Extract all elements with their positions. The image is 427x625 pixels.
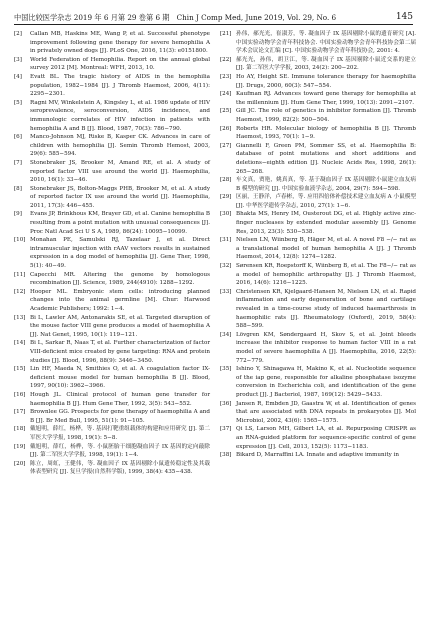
reference-number: [14] — [14, 340, 26, 347]
reference-entry — [14, 339, 210, 365]
reference-entry — [220, 176, 416, 193]
reference-entry — [220, 193, 416, 210]
reference-number: [38] — [220, 452, 232, 459]
reference-entry — [14, 56, 210, 73]
reference-text: 孙伟，郝光光，崔淑芳，等. 凝血因子 IX 基因剔除小鼠的遗育研究 [A]. 中国实验动物学会青年科技协会. 中国实验动物学会青年科技协会第二届学术会议论文汇编 [C]. 中国实验动物学会青年科技协会, 2001: 4. — [236, 31, 416, 55]
reference-text: Evatt BL. The tragic history of AIDS in the hemophilia population, 1982−1984 [J]. J Thromb Haemost, 2006, 4(11): 2295−2301. — [30, 73, 210, 98]
reference-entry — [220, 425, 416, 451]
reference-text: Kaufman RJ. Advances toward gene therapy for hemophilia at the millennium [J]. Hum Gene Ther, 1999, 10(13): 2091−2107. — [236, 91, 416, 106]
reference-number: [12] — [14, 288, 26, 295]
reference-number: [22] — [220, 56, 232, 63]
reference-entry — [14, 314, 210, 340]
reference-text: Gill JC. The role of genetics in inhibitor formation [J]. Thromb Haemost, 1999, 82(2): 500−504. — [236, 108, 416, 123]
reference-text: Hooper ML. Embryonic stem cells: introducing planned changes into the animal germline [M]. Chur: Harwood Academic Publishers; 1992: 1−4. — [30, 288, 210, 312]
reference-entry — [220, 210, 416, 236]
reference-text: Stonebraker JS, Brooker M, Amand RE, et al. A study of reported factor VIII use around the world [J]. Haemophilia, 2010, 16(1): 33−46. — [30, 159, 210, 184]
reference-entry — [14, 99, 210, 133]
reference-entry — [220, 365, 416, 399]
reference-text: 戴旭明，薛红，杨桦，等. 小鼠胚胎干细胞凝血因子 IX 基因的定向敲除 [J]. 第二军医大学学报, 1998, 19(1): 1−4. — [30, 443, 210, 459]
reference-entry — [14, 236, 210, 270]
reference-text: 车文真，贾艳，姚真真，等. 基于凝血因子 IX 基因剔除小鼠建立血友病 B 模型的研究 [J]. 中国实验血液学杂志, 2004, 29(7): 594−598. — [236, 177, 416, 192]
reference-text: Brownlee GG. Prospects for gene therapy of haemophilia A and B [J]. Br Med Bull, 1995, 51(1): 91−105. — [30, 409, 210, 424]
reference-text: Jansen R, Embden JD, Gaastra W, et al. Identification of genes that are associated with DNA repeats in prokaryotes [J]. Mol Microbiol, 2002, 43(6): 1565−1575. — [236, 400, 416, 424]
reference-entry — [14, 288, 210, 314]
reference-number: [30] — [220, 211, 232, 218]
reference-text: Lövgren KM, Søndergaard H, Skov S, et al. Joint bleeds increase the inhibitor response to human factor VIII in a rat model of severe haemophilia A [J]. Haemophilia, 2016, 22(5): 772−779. — [236, 331, 416, 364]
reference-entry — [220, 142, 416, 176]
reference-entry — [220, 451, 416, 460]
reference-number: [6] — [14, 134, 22, 141]
reference-text: Lin HF, Maeda N, Smithies O, et al. A coagulation factor IX-deficient mouse model for human hemophilia B [J]. Blood, 1997, 90(10): 3962−3966. — [30, 366, 210, 390]
journal-citation: 中国比较医学杂志 2019 年 6 月第 29 卷第 6 期 Chin J Comp Med, June 2019, Vol. 29, No. 6 — [14, 13, 337, 22]
reference-number: [11] — [14, 271, 26, 278]
reference-entry — [14, 271, 210, 288]
reference-number: [13] — [14, 314, 26, 321]
reference-entry — [14, 443, 210, 460]
references-right-column — [220, 30, 416, 460]
reference-text: Evans JP, Brinkhous KM, Brayer GD, et al. Canine hemophilia B resulting from a point mutation with unusual consequences [J]. Proc Natl Acad Sci U S A, 1989, 86(24): 10095−10099. — [30, 211, 210, 235]
reference-number: [16] — [14, 391, 26, 398]
reference-number: [8] — [14, 185, 22, 192]
reference-text: 区丽，王静洋，卢春彬，等. 应用四倍体补偿技术建立血友病 A 小鼠模型 [J]. 中华医学遗传学杂志, 2010, 27(1): 1−6. — [236, 194, 416, 209]
reference-number: [32] — [220, 263, 232, 270]
reference-entry — [220, 400, 416, 426]
reference-entry — [220, 288, 416, 331]
reference-text: Bhakta MS, Henry IM, Ousterout DG, et al. Highly active zinc-finger nucleases by extended modular assembly [J]. Genome Res, 2013, 23(3): 530−538. — [236, 211, 416, 235]
reference-entry — [14, 391, 210, 408]
reference-number: [36] — [220, 400, 232, 407]
reference-number: [31] — [220, 237, 232, 244]
reference-entry — [220, 262, 416, 288]
reference-entry — [14, 185, 210, 211]
reference-text: 戴旭明，薛红，杨桦，等. 基因打靶重组载体的构建和应用研究 [J]. 第二军医大学学报, 1998, 19(1): 5−8. — [30, 426, 210, 441]
reference-entry — [220, 90, 416, 107]
reference-number: [18] — [14, 426, 26, 433]
reference-number: [9] — [14, 211, 22, 218]
reference-text: Hough JL. Clinical protocol of human gene transfer for haemophilia B [J]. Hum Gene Ther, 1992, 3(5): 543−552. — [30, 391, 210, 407]
reference-entry — [14, 460, 210, 477]
reference-entry — [14, 425, 210, 442]
reference-number: [4] — [14, 73, 22, 80]
reference-entry — [14, 210, 210, 236]
reference-number: [21] — [220, 31, 232, 37]
reference-text: Bi L, Lawler AM, Antonarakis SE, et al. Targeted disruption of the mouse factor VIII gene produces a model of haemophilia A [J]. Nat Genet, 1995, 10(1): 119−121. — [30, 314, 210, 338]
reference-number: [10] — [14, 237, 26, 244]
reference-text: Stonebraker JS, Bolton-Maggs PHB, Brooker M, et al. A study of reported factor IX use around the world [J]. Haemophilia, 2011, 17(3): 446−455. — [30, 185, 210, 209]
reference-text: Manco-Johnson MJ, Riske B, Kasper CK. Advances in care of children with hemophilia [J]. Semin Thromb Hemost, 2003, 29(6): 585−594. — [30, 134, 210, 158]
reference-number: [29] — [220, 194, 232, 201]
reference-number: [17] — [14, 409, 26, 416]
reference-text: Qi LS, Larson MH, Gilbert LA, et al. Repurposing CRISPR as an RNA-guided platform for sequence-specific control of gene expression [J]. Cell, 2013, 152(5): 1173−1183. — [236, 426, 416, 450]
reference-number: [25] — [220, 108, 232, 115]
reference-entry — [220, 107, 416, 124]
reference-number: [20] — [14, 460, 26, 467]
reference-entry — [14, 365, 210, 391]
reference-number: [24] — [220, 91, 232, 98]
reference-text: Capecchi MR. Altering the genome by homologous recombination [J]. Science, 1989, 244(4910): 1288−1292. — [30, 271, 210, 287]
reference-number: [35] — [220, 366, 232, 373]
page-number: 145 — [395, 12, 413, 22]
reference-number: [26] — [220, 125, 232, 132]
reference-entry — [220, 30, 416, 56]
reference-number: [7] — [14, 159, 22, 166]
reference-text: World Federation of Hemophilia. Report on the annual global survey 2012 [M]. Montreal: WFH, 2013, 10. — [30, 56, 210, 72]
reference-number: [3] — [14, 56, 22, 63]
reference-number: [5] — [14, 99, 22, 106]
reference-text: Giannelli F, Green PM, Sommer SS, et al. Haemophilia B: database of point mutations and short additions and deletions−eighth edition [J]. Nucleic Acids Res, 1998, 26(1): 265−268. — [236, 142, 416, 175]
reference-text: Ishino Y, Shinagawa H, Makino K, et al. Nucleotide sequence of the iap gene, responsible for alkaline phosphatase isozyme conversion in Escherichia coli, and identification of the gene product [J]. J Bacteriol, 1987, 169(12): 5429−5433. — [236, 366, 416, 398]
reference-number: [33] — [220, 288, 232, 295]
reference-entry — [14, 133, 210, 159]
reference-text: Monahan PE, Samulski RJ, Tazelaar J, et al. Direct intramuscular injection with rAAV vectors results in sustained expression in a dog model of hemophilia [J]. Gene Ther, 1998, 5(1): 40−49. — [30, 237, 210, 270]
reference-number: [27] — [220, 142, 232, 149]
reference-entry — [14, 73, 210, 99]
reference-entry — [14, 30, 210, 56]
reference-entry — [14, 159, 210, 185]
reference-number: [34] — [220, 331, 232, 338]
references-left-column — [14, 30, 210, 477]
reference-text: Bi L, Sarkar R, Naas T, et al. Further characterization of factor VIII-deficient mice created by gene targeting: RNA and protein studies [J]. Blood, 1996, 88(9): 3446−3450. — [30, 340, 210, 364]
header-rule — [14, 24, 413, 25]
reference-entry — [220, 331, 416, 365]
reference-entry — [220, 56, 416, 73]
reference-number: [15] — [14, 366, 26, 373]
reference-number: [28] — [220, 177, 232, 184]
reference-entry — [14, 408, 210, 425]
running-header — [14, 8, 413, 22]
reference-text: Sørensen KR, Roepstorff K, Wiinberg B, et al. The F8−/− rat as a model of hemophilic arthropathy [J]. J Thromb Haemost, 2016, 14(6): 1216−1225. — [236, 263, 416, 287]
reference-number: [2] — [14, 31, 22, 37]
reference-entry — [220, 73, 416, 90]
reference-text: 郝光光，孙伟，胡卫江，等. 凝血因子 IX 基因剔除小鼠近交系的建立 [J]. 第二军医大学学报, 2003, 24(2): 200−202. — [236, 56, 416, 72]
reference-text: Roberts HR. Molecular biology of hemophilia B [J]. Thromb Haemost, 1993, 70(1): 1−9. — [236, 125, 416, 141]
reference-number: [37] — [220, 426, 232, 433]
reference-text: Callan MB, Haskins ME, Wang P, et al. Successful phenotype improvement following gene therapy for severe hemophilia A in privately owned dogs [J]. PLoS One, 2016, 11(3): e0151800. — [30, 31, 210, 55]
reference-text: Nielsen LN, Wiinberg B, Häger M, et al. A novel F8 −/− rat as a translational model of human hemophilia A [J]. J Thromb Haemost, 2014, 12(8): 1274−1282. — [236, 237, 416, 261]
reference-text: 陈立，周虹，王健伟，等. 凝血因子 IX 基因剔除小鼠遗传稳定性及其载体表型研究 [J]. 复旦学报(自然科学版), 1999, 38(4): 435−438. — [30, 460, 210, 476]
reference-number: [19] — [14, 443, 26, 450]
reference-number: [23] — [220, 73, 232, 80]
reference-text: Bikard D, Marraffini LA. Innate and adaptive immunity in — [236, 452, 399, 459]
reference-entry — [220, 125, 416, 142]
reference-text: Ragni MV, Winkelstein A, Kingsley L, et al. 1986 update of HIV seroprevalence, seroconversion, AIDS incidence, and immunologic correlates of HIV infection in patients with hemophilia A and B [J]. Blood, 1987, 70(3): 786−790. — [30, 99, 210, 132]
reference-text: Christensen KR, Kjelgaard-Hansen M, Nielsen LN, et al. Rapid inflammation and early degeneration of bone and cartilage revealed in a time-course study of induced haemarthrosis in haemophilic rats [J]. Rheumatology (Oxford), 2019, 58(4): 588−599. — [236, 288, 416, 330]
reference-entry — [220, 236, 416, 262]
reference-text: Ho AY, Height SE. Immune tolerance therapy for haemophilia [J]. Drugs, 2000, 60(3): 547−554. — [236, 73, 416, 89]
